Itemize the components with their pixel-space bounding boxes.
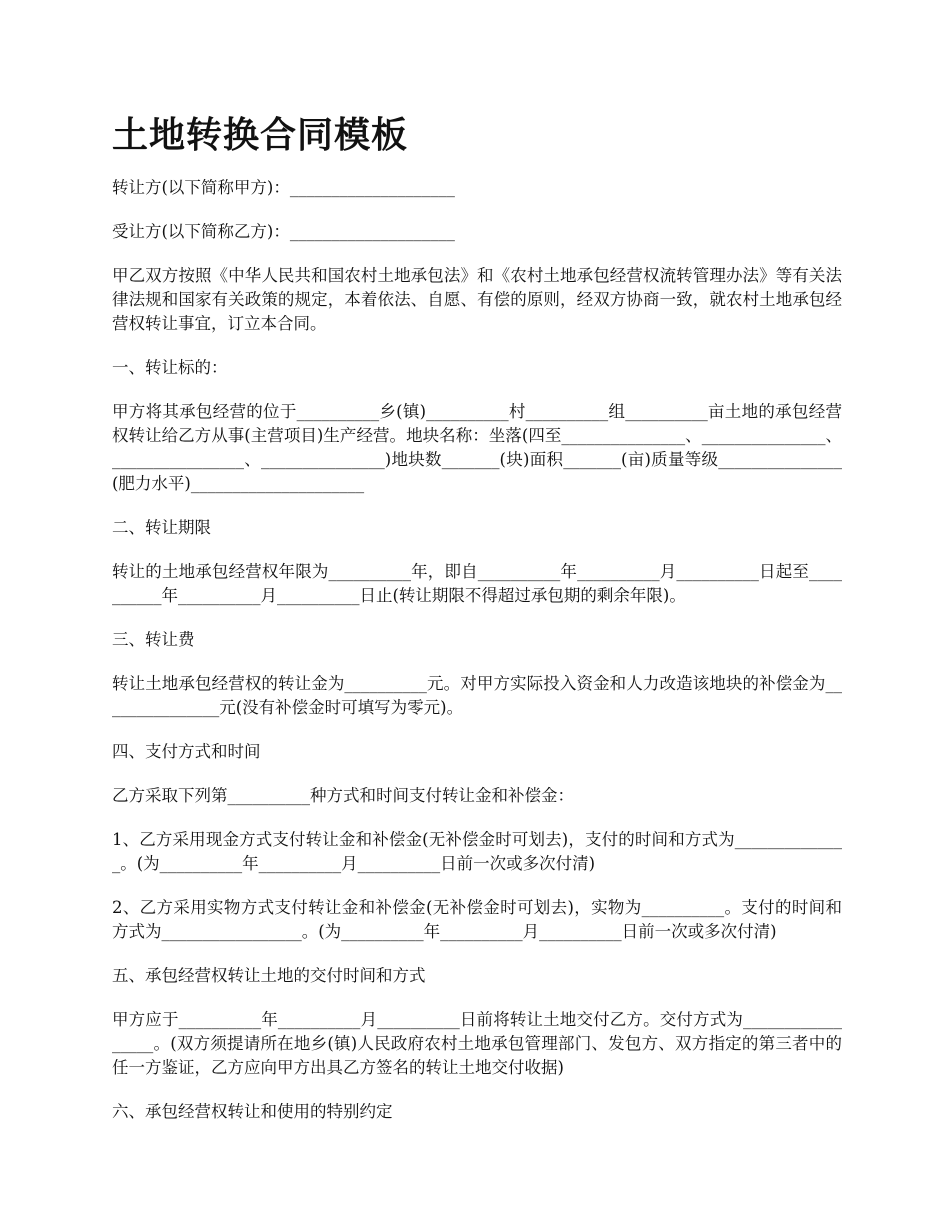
- term-paragraph: 转让的土地承包经营权年限为__________年，即自__________年__________月__________日起至__________年__________月__________日止(转让期限不得超过承包期的剩余年限)。: [112, 562, 842, 605]
- transferee-line: 受让方(以下简称乙方)：____________________: [112, 222, 455, 241]
- payment-goods-paragraph: 2、乙方采用实物方式支付转让金和补偿金(无补偿金时可划去)，实物为__________。支付的时间和方式为_________________。(为__________年__________月__________日前一次或多次付清): [112, 898, 842, 941]
- section-heading-subject: 一、转让标的：: [112, 358, 228, 377]
- section-heading-payment: 四、支付方式和时间: [112, 742, 261, 761]
- transferor-line: 转让方(以下简称甲方)：____________________: [112, 178, 455, 197]
- section-heading-delivery: 五、承包经营权转让土地的交付时间和方式: [112, 966, 426, 985]
- preamble-paragraph: 甲乙双方按照《中华人民共和国农村土地承包法》和《农村土地承包经营权流转管理办法》等有关法律法规和国家有关政策的规定，本着依法、自愿、有偿的原则，经双方协商一致，就农村土地承包经营权转让事宜，订立本合同。: [112, 266, 842, 333]
- delivery-paragraph: 甲方应于__________年__________月__________日前将转让土地交付乙方。交付方式为_________________。(双方须提请所在地乡(镇)人民政府农村土地承包管理部门、发包方、双方指定的第三者中的任一方鉴证，乙方应向甲方出具乙方签名的转让土地交付收据): [112, 1010, 842, 1077]
- section-heading-special-terms: 六、承包经营权转让和使用的特别约定: [112, 1102, 393, 1121]
- document-title: 土地转换合同模板: [112, 115, 409, 156]
- section-heading-term: 二、转让期限: [112, 518, 211, 537]
- payment-cash-paragraph: 1、乙方采用现金方式支付转让金和补偿金(无补偿金时可划去)，支付的时间和方式为______________。(为__________年__________月__________日前一次或多次付清): [112, 830, 842, 873]
- section-heading-fee: 三、转让费: [112, 630, 195, 649]
- payment-intro-paragraph: 乙方采取下列第__________种方式和时间支付转让金和补偿金：: [112, 786, 574, 805]
- document-page: [112, 110, 842, 1144]
- subject-paragraph: 甲方将其承包经营的位于__________乡(镇)__________村__________组__________亩土地的承包经营权转让给乙方从事(主营项目)生产经营。地块名称：坐落(四至_______________、_______________、________________、_______________)地块数_______(块)面积_______(亩)质量等级_______________(肥力水平)_____________________: [112, 402, 842, 493]
- fee-paragraph: 转让土地承包经营权的转让金为__________元。对甲方实际投入资金和人力改造该地块的补偿金为_______________元(没有补偿金时可填写为零元)。: [112, 674, 842, 717]
